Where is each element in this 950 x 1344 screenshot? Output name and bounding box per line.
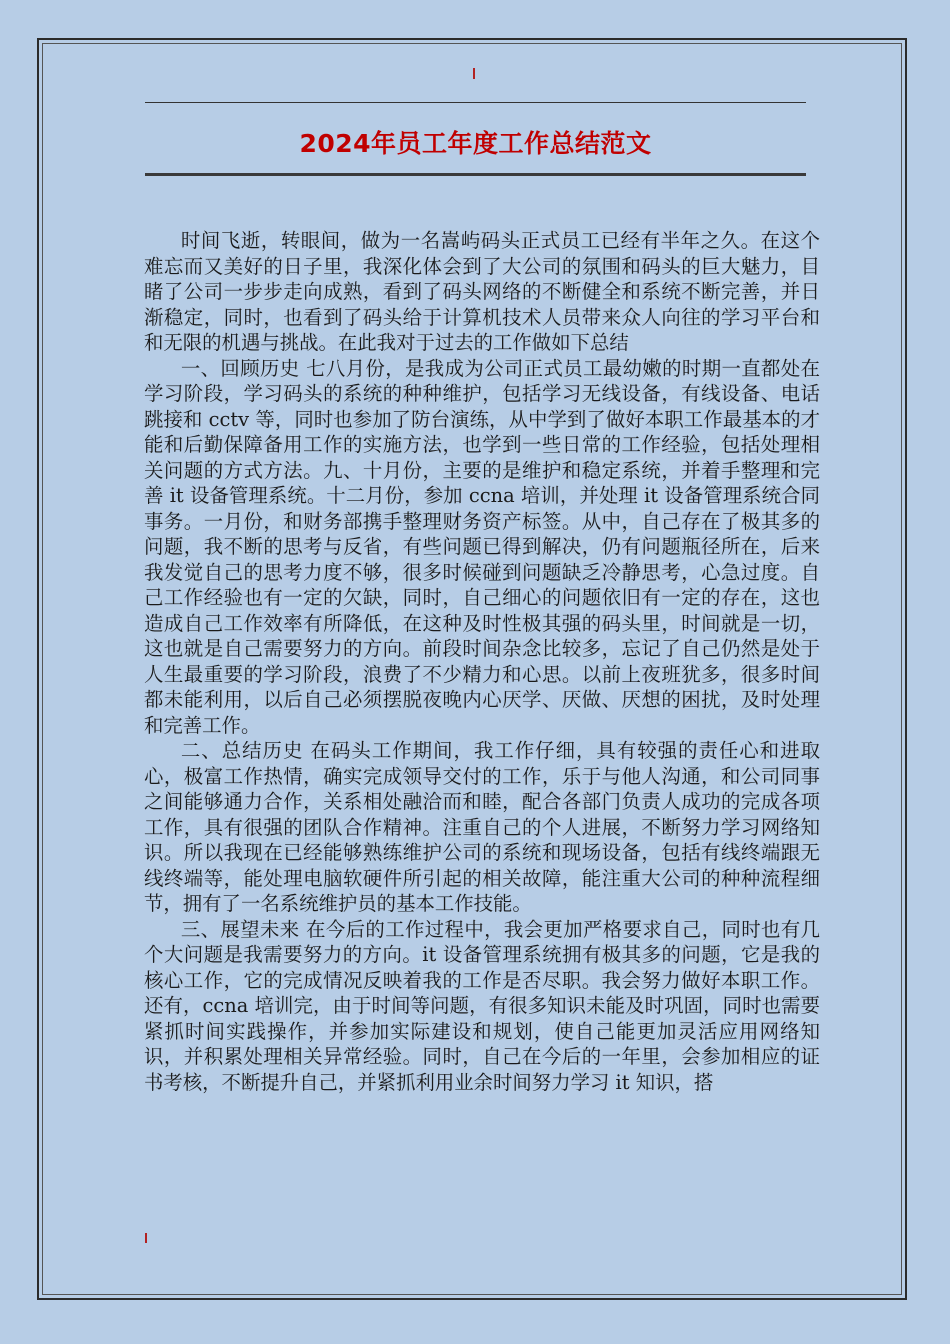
document-body bbox=[144, 228, 820, 1095]
paragraph-review-history: 一、回顾历史 七八月份，是我成为公司正式员工最幼嫩的时期一直都处在学习阶段，学习码头的系统的种种维护，包括学习无线设备，有线设备、电话跳接和 cctv 等，同时也参加了防台演练，从中学到了做好本职工作最基本的才能和后勤保障备用工作的实施方法，也学到一些日常的工作经验，包括处理相关问题的方式方法。九、十月份，主要的是维护和稳定系统，并着手整理和完善 it 设备管理系统。十二月份，参加 ccna 培训，并处理 it 设备管理系统合同事务。一月份，和财务部携手整理财务资产标签。从中，自己存在了极其多的问题，我不断的思考与反省，有些问题已得到解决，仍有问题瓶径所在，后来我发觉自己的思考力度不够，很多时候碰到问题缺乏冷静思考，心急过度。自己工作经验也有一定的欠缺，同时，自己细心的问题依旧有一定的存在，这也造成自己工作效率有所降低，在这种及时性极其强的码头里，时间就是一切，这也就是自己需要努力的方向。前段时间杂念比较多，忘记了自己仍然是处于人生最重要的学习阶段，浪费了不少精力和心思。以前上夜班犹多，很多时间都未能利用，以后自己必须摆脱夜晚内心厌学、厌做、厌想的困扰，及时处理和完善工作。 bbox=[144, 356, 820, 737]
header-rule bbox=[145, 102, 806, 103]
document-title: 2024年员工年度工作总结范文 bbox=[299, 129, 652, 158]
paragraph-intro: 时间飞逝，转眼间，做为一名嵩屿码头正式员工已经有半年之久。在这个难忘而又美好的日子里，我深化体会到了大公司的氛围和码头的巨大魅力，目睹了公司一步步走向成熟，看到了码头网络的不断健全和系统不断完善，并日渐稳定，同时，也看到了码头给于计算机技术人员带来众人向往的学习平台和和无限的机遇与挑战。在此我对于过去的工作做如下总结 bbox=[144, 229, 820, 354]
header-mark bbox=[473, 68, 475, 79]
paragraph-outlook: 三、展望未来 在今后的工作过程中，我会更加严格要求自己，同时也有几个大问题是我需要努力的方向。it 设备管理系统拥有极其多的问题，它是我的核心工作，它的完成情况反映着我的工作是否尽职。我会努力做好本职工作。还有，ccna 培训完，由于时间等问题，有很多知识未能及时巩固，同时也需要紧抓时间实践操作，并参加实际建设和规划，使自己能更加灵活应用网络知识，并积累处理相关异常经验。同时，自己在今后的一年里，会参加相应的证书考核，不断提升自己，并紧抓利用业余时间努力学习 it 知识，搭 bbox=[144, 917, 820, 1094]
paragraph-summary: 二、总结历史 在码头工作期间，我工作仔细，具有较强的责任心和进取心，极富工作热情，确实完成领导交付的工作，乐于与他人沟通，和公司同事之间能够通力合作，关系相处融洽而和睦，配合各部门负责人成功的完成各项工作，具有很强的团队合作精神。注重自己的个人进展，不断努力学习网络知识。所以我现在已经能够熟练维护公司的系统和现场设备，包括有线终端跟无线终端等，能处理电脑软硬件所引起的相关故障，能注重大公司的种种流程细节，拥有了一名系统维护员的基本工作技能。 bbox=[144, 739, 820, 915]
footer-mark bbox=[145, 1233, 147, 1243]
title-rule bbox=[145, 173, 806, 176]
